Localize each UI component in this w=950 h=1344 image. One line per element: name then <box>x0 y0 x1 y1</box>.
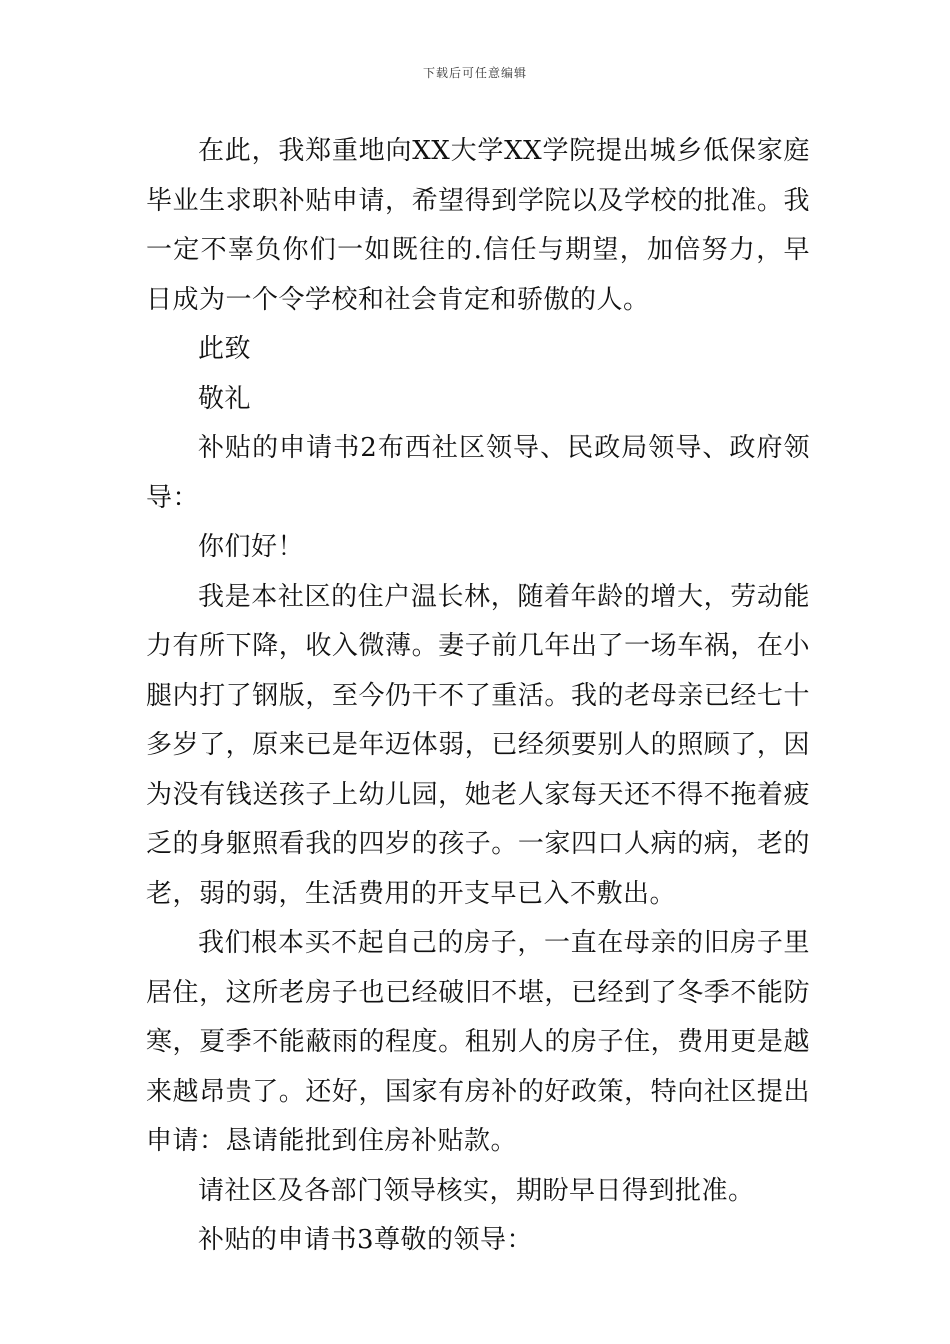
paragraph-cizhi: 此致 <box>198 334 252 364</box>
document-body <box>146 127 810 1266</box>
paragraph-application-closing: 在此，我郑重地向XX大学XX学院提出城乡低保家庭毕业生求职补贴申请，希望得到学院以及学校的批准。我一定不辜负你们一如既往的.信任与期望，加倍努力，早日成为一个令学校和社会肯定和骄傲的人。 <box>146 136 810 315</box>
paragraph-letter2-heading: 补贴的申请书2布西社区领导、民政局领导、政府领导： <box>146 433 810 513</box>
paragraph-letter3-heading: 补贴的申请书3尊敬的领导： <box>198 1225 534 1255</box>
paragraph-family-situation: 我是本社区的住户温长林，随着年龄的增大，劳动能力有所下降，收入微薄。妻子前几年出了一场车祸，在小腿内打了钢版，至今仍干不了重活。我的老母亲已经七十多岁了，原来已是年迈体弱，已经须要别人的照顾了，因为没有钱送孩子上幼儿园，她老人家每天还不得不拖着疲乏的身躯照看我的四岁的孩子。一家四口人病的病，老的老，弱的弱，生活费用的开支早已入不敷出。 <box>146 581 810 909</box>
paragraph-request-verification: 请社区及各部门领导核实，期盼早日得到批准。 <box>198 1175 755 1206</box>
paragraph-greeting: 你们好！ <box>198 532 305 562</box>
paragraph-jingli: 敬礼 <box>198 383 252 414</box>
page-header-note: 下载后可任意编辑 <box>422 66 527 80</box>
paragraph-housing-situation: 我们根本买不起自己的房子，一直在母亲的旧房子里居住，这所老房子也已经破旧不堪，已经到了冬季不能防寒，夏季不能蔽雨的程度。租别人的房子住，费用更是越来越昂贵了。还好，国家有房补的好政策，特向社区提出申请：恳请能批到住房补贴款。 <box>146 928 810 1156</box>
